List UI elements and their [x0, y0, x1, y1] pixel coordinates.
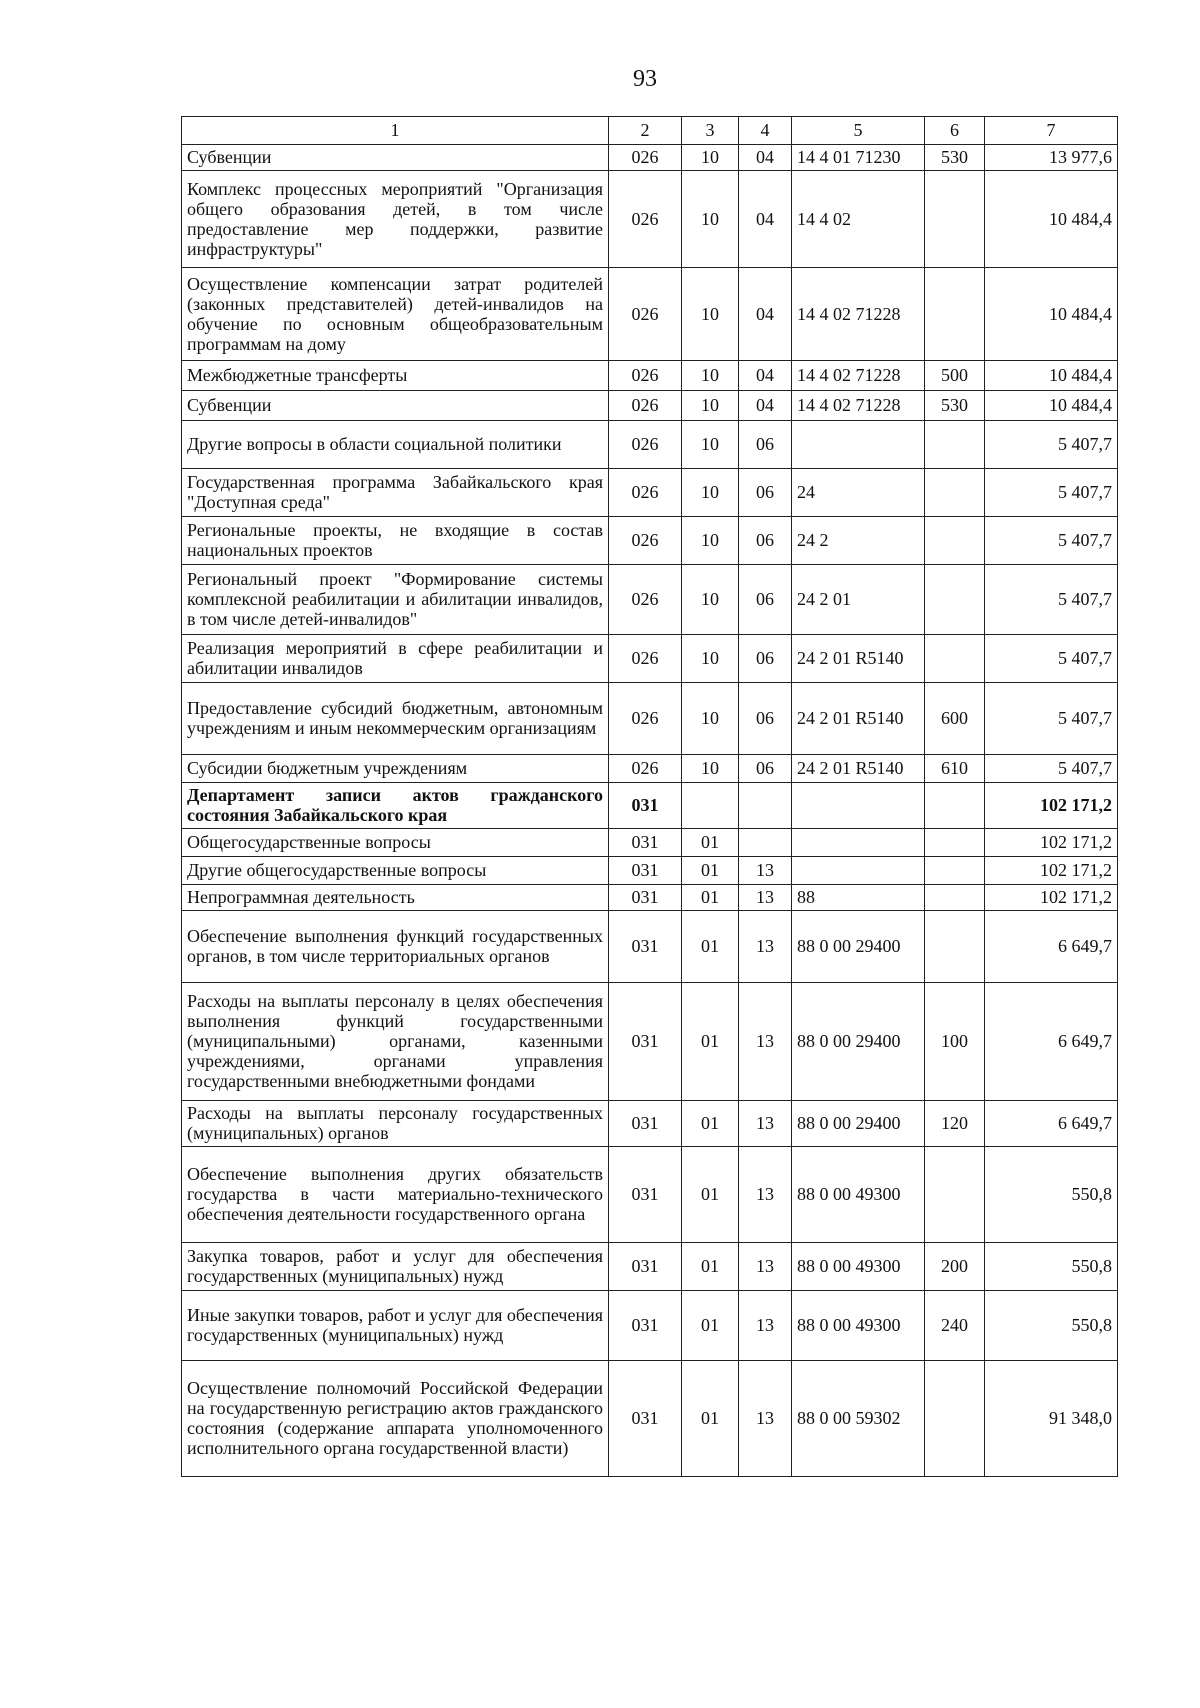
amount-cell: 91 348,0 — [985, 1361, 1118, 1477]
subsection-code-cell — [739, 829, 792, 857]
section-code-cell: 01 — [682, 857, 739, 885]
ministry-code-cell: 026 — [609, 145, 682, 171]
expense-name-cell: Комплекс процессных мероприятий "Организация общего образования детей, в том числе предоставление мер поддержки, развитие инфраструктуры" — [182, 171, 609, 268]
table-row — [182, 517, 1118, 565]
target-article-cell: 24 2 — [792, 517, 925, 565]
expense-type-cell: 120 — [925, 1101, 985, 1147]
header-cell-1: 1 — [182, 117, 609, 145]
expense-type-cell — [925, 171, 985, 268]
table-row — [182, 755, 1118, 783]
subsection-code-cell: 13 — [739, 1291, 792, 1361]
expense-name-cell: Непрограммная деятельность — [182, 885, 609, 911]
ministry-code-cell: 026 — [609, 391, 682, 421]
target-article-cell: 88 0 00 49300 — [792, 1147, 925, 1243]
section-code-cell: 01 — [682, 983, 739, 1101]
amount-cell: 10 484,4 — [985, 171, 1118, 268]
section-code-cell: 10 — [682, 171, 739, 268]
amount-cell: 550,8 — [985, 1147, 1118, 1243]
subsection-code-cell — [739, 783, 792, 829]
expense-type-cell — [925, 911, 985, 983]
expense-type-cell — [925, 635, 985, 683]
section-code-cell: 01 — [682, 829, 739, 857]
target-article-cell: 88 0 00 49300 — [792, 1291, 925, 1361]
section-code-cell: 10 — [682, 635, 739, 683]
expense-name-cell: Иные закупки товаров, работ и услуг для обеспечения государственных (муниципальных) нужд — [182, 1291, 609, 1361]
expense-name-cell: Государственная программа Забайкальского края "Доступная среда" — [182, 469, 609, 517]
header-cell-4: 4 — [739, 117, 792, 145]
amount-cell: 102 171,2 — [985, 857, 1118, 885]
section-code-cell: 10 — [682, 391, 739, 421]
expense-type-cell: 100 — [925, 983, 985, 1101]
table-row — [182, 171, 1118, 268]
amount-cell: 102 171,2 — [985, 829, 1118, 857]
target-article-cell: 24 2 01 R5140 — [792, 635, 925, 683]
target-article-cell: 24 2 01 R5140 — [792, 755, 925, 783]
table-row — [182, 421, 1118, 469]
ministry-code-cell: 026 — [609, 171, 682, 268]
ministry-code-cell: 031 — [609, 1147, 682, 1243]
target-article-cell: 88 0 00 29400 — [792, 911, 925, 983]
expense-name-cell: Закупка товаров, работ и услуг для обеспечения государственных (муниципальных) нужд — [182, 1243, 609, 1291]
expense-type-cell — [925, 469, 985, 517]
target-article-cell: 14 4 02 71228 — [792, 391, 925, 421]
amount-cell: 5 407,7 — [985, 635, 1118, 683]
expense-name-cell: Региональный проект "Формирование системы комплексной реабилитации и абилитации инвалидов, в том числе детей-инвалидов" — [182, 565, 609, 635]
expense-name-cell: Субвенции — [182, 145, 609, 171]
header-cell-7: 7 — [985, 117, 1118, 145]
section-code-cell: 10 — [682, 683, 739, 755]
ministry-code-cell: 031 — [609, 911, 682, 983]
ministry-code-cell: 026 — [609, 683, 682, 755]
expense-type-cell — [925, 783, 985, 829]
header-cell-5: 5 — [792, 117, 925, 145]
target-article-cell: 88 0 00 49300 — [792, 1243, 925, 1291]
expense-name-cell: Расходы на выплаты персоналу государственных (муниципальных) органов — [182, 1101, 609, 1147]
budget-table — [181, 116, 1118, 1477]
subsection-code-cell: 06 — [739, 517, 792, 565]
amount-cell: 5 407,7 — [985, 517, 1118, 565]
subsection-code-cell: 06 — [739, 565, 792, 635]
target-article-cell: 24 — [792, 469, 925, 517]
amount-cell: 13 977,6 — [985, 145, 1118, 171]
target-article-cell: 14 4 02 — [792, 171, 925, 268]
subsection-code-cell: 13 — [739, 1361, 792, 1477]
amount-cell: 5 407,7 — [985, 755, 1118, 783]
table-row — [182, 911, 1118, 983]
amount-cell: 10 484,4 — [985, 391, 1118, 421]
subsection-code-cell: 06 — [739, 755, 792, 783]
subsection-code-cell: 06 — [739, 421, 792, 469]
table-row — [182, 145, 1118, 171]
table-row — [182, 783, 1118, 829]
subsection-code-cell: 06 — [739, 469, 792, 517]
ministry-code-cell: 031 — [609, 1243, 682, 1291]
ministry-code-cell: 031 — [609, 857, 682, 885]
table-row — [182, 857, 1118, 885]
ministry-code-cell: 026 — [609, 755, 682, 783]
section-code-cell: 01 — [682, 1291, 739, 1361]
table-row — [182, 829, 1118, 857]
ministry-code-cell: 026 — [609, 635, 682, 683]
expense-name-cell: Другие общегосударственные вопросы — [182, 857, 609, 885]
expense-name-cell: Региональные проекты, не входящие в состав национальных проектов — [182, 517, 609, 565]
section-code-cell: 01 — [682, 1147, 739, 1243]
subsection-code-cell: 13 — [739, 1243, 792, 1291]
table-row — [182, 268, 1118, 361]
amount-cell: 6 649,7 — [985, 1101, 1118, 1147]
section-code-cell: 01 — [682, 885, 739, 911]
header-cell-2: 2 — [609, 117, 682, 145]
target-article-cell — [792, 421, 925, 469]
target-article-cell: 88 0 00 29400 — [792, 983, 925, 1101]
target-article-cell: 24 2 01 — [792, 565, 925, 635]
expense-type-cell — [925, 1147, 985, 1243]
amount-cell: 5 407,7 — [985, 469, 1118, 517]
section-code-cell: 10 — [682, 755, 739, 783]
amount-cell: 102 171,2 — [985, 783, 1118, 829]
table-row — [182, 565, 1118, 635]
expense-type-cell — [925, 268, 985, 361]
target-article-cell — [792, 857, 925, 885]
budget-table-body — [182, 117, 1118, 1477]
expense-name-cell: Департамент записи актов гражданского состояния Забайкальского края — [182, 783, 609, 829]
expense-type-cell — [925, 565, 985, 635]
table-row — [182, 469, 1118, 517]
amount-cell: 550,8 — [985, 1291, 1118, 1361]
ministry-code-cell: 031 — [609, 1361, 682, 1477]
expense-type-cell: 610 — [925, 755, 985, 783]
table-row — [182, 683, 1118, 755]
amount-cell: 5 407,7 — [985, 683, 1118, 755]
expense-name-cell: Расходы на выплаты персоналу в целях обеспечения выполнения функций государственными (муниципальными) органами, казенными учреждениями, органами управления государственными внебюджетными фондами — [182, 983, 609, 1101]
expense-name-cell: Межбюджетные трансферты — [182, 361, 609, 391]
expense-type-cell — [925, 829, 985, 857]
target-article-cell: 14 4 02 71228 — [792, 361, 925, 391]
expense-type-cell — [925, 517, 985, 565]
amount-cell: 5 407,7 — [985, 421, 1118, 469]
expense-name-cell: Осуществление полномочий Российской Федерации на государственную регистрацию актов гражданского состояния (содержание аппарата уполномоченного исполнительного органа государственной власти) — [182, 1361, 609, 1477]
header-row — [182, 117, 1118, 145]
subsection-code-cell: 13 — [739, 1101, 792, 1147]
ministry-code-cell: 026 — [609, 421, 682, 469]
ministry-code-cell: 026 — [609, 361, 682, 391]
subsection-code-cell: 04 — [739, 268, 792, 361]
subsection-code-cell: 04 — [739, 391, 792, 421]
page-number: 93 — [633, 66, 657, 92]
expense-name-cell: Обеспечение выполнения функций государственных органов, в том числе территориальных органов — [182, 911, 609, 983]
section-code-cell: 10 — [682, 565, 739, 635]
expense-name-cell: Реализация мероприятий в сфере реабилитации и абилитации инвалидов — [182, 635, 609, 683]
subsection-code-cell: 13 — [739, 1147, 792, 1243]
subsection-code-cell: 06 — [739, 683, 792, 755]
target-article-cell: 14 4 01 71230 — [792, 145, 925, 171]
section-code-cell: 10 — [682, 421, 739, 469]
amount-cell: 10 484,4 — [985, 361, 1118, 391]
expense-type-cell — [925, 857, 985, 885]
table-row — [182, 391, 1118, 421]
expense-name-cell: Субвенции — [182, 391, 609, 421]
expense-type-cell — [925, 421, 985, 469]
expense-type-cell: 500 — [925, 361, 985, 391]
expense-name-cell: Обеспечение выполнения других обязательств государства в части материально-технического обеспечения деятельности государственного органа — [182, 1147, 609, 1243]
section-code-cell: 10 — [682, 145, 739, 171]
subsection-code-cell: 13 — [739, 857, 792, 885]
subsection-code-cell: 13 — [739, 911, 792, 983]
amount-cell: 10 484,4 — [985, 268, 1118, 361]
expense-name-cell: Субсидии бюджетным учреждениям — [182, 755, 609, 783]
ministry-code-cell: 031 — [609, 1101, 682, 1147]
section-code-cell: 10 — [682, 469, 739, 517]
ministry-code-cell: 031 — [609, 885, 682, 911]
table-row — [182, 361, 1118, 391]
subsection-code-cell: 13 — [739, 885, 792, 911]
section-code-cell: 01 — [682, 1361, 739, 1477]
target-article-cell — [792, 783, 925, 829]
header-cell-6: 6 — [925, 117, 985, 145]
target-article-cell — [792, 829, 925, 857]
table-row — [182, 1361, 1118, 1477]
subsection-code-cell: 06 — [739, 635, 792, 683]
section-code-cell: 10 — [682, 361, 739, 391]
expense-name-cell: Общегосударственные вопросы — [182, 829, 609, 857]
subsection-code-cell: 13 — [739, 983, 792, 1101]
ministry-code-cell: 026 — [609, 268, 682, 361]
expense-type-cell — [925, 1361, 985, 1477]
section-code-cell: 01 — [682, 911, 739, 983]
ministry-code-cell: 026 — [609, 517, 682, 565]
expense-type-cell: 530 — [925, 145, 985, 171]
amount-cell: 6 649,7 — [985, 911, 1118, 983]
section-code-cell: 10 — [682, 268, 739, 361]
expense-name-cell: Предоставление субсидий бюджетным, автономным учреждениям и иным некоммерческим организациям — [182, 683, 609, 755]
subsection-code-cell: 04 — [739, 145, 792, 171]
expense-type-cell: 530 — [925, 391, 985, 421]
ministry-code-cell: 031 — [609, 983, 682, 1101]
expense-type-cell: 200 — [925, 1243, 985, 1291]
amount-cell: 550,8 — [985, 1243, 1118, 1291]
table-row — [182, 1101, 1118, 1147]
table-row — [182, 1243, 1118, 1291]
amount-cell: 5 407,7 — [985, 565, 1118, 635]
ministry-code-cell: 026 — [609, 469, 682, 517]
ministry-code-cell: 031 — [609, 829, 682, 857]
target-article-cell: 88 0 00 59302 — [792, 1361, 925, 1477]
expense-type-cell: 600 — [925, 683, 985, 755]
table-row — [182, 635, 1118, 683]
amount-cell: 6 649,7 — [985, 983, 1118, 1101]
amount-cell: 102 171,2 — [985, 885, 1118, 911]
table-row — [182, 983, 1118, 1101]
target-article-cell: 88 0 00 29400 — [792, 1101, 925, 1147]
target-article-cell: 24 2 01 R5140 — [792, 683, 925, 755]
expense-name-cell: Другие вопросы в области социальной политики — [182, 421, 609, 469]
target-article-cell: 88 — [792, 885, 925, 911]
subsection-code-cell: 04 — [739, 361, 792, 391]
ministry-code-cell: 031 — [609, 783, 682, 829]
target-article-cell: 14 4 02 71228 — [792, 268, 925, 361]
expense-name-cell: Осуществление компенсации затрат родителей (законных представителей) детей-инвалидов на обучение по основным общеобразовательным программам на дому — [182, 268, 609, 361]
section-code-cell: 01 — [682, 1101, 739, 1147]
subsection-code-cell: 04 — [739, 171, 792, 268]
section-code-cell: 10 — [682, 517, 739, 565]
section-code-cell: 01 — [682, 1243, 739, 1291]
ministry-code-cell: 031 — [609, 1291, 682, 1361]
expense-type-cell: 240 — [925, 1291, 985, 1361]
section-code-cell — [682, 783, 739, 829]
table-row — [182, 1291, 1118, 1361]
header-cell-3: 3 — [682, 117, 739, 145]
table-row — [182, 1147, 1118, 1243]
ministry-code-cell: 026 — [609, 565, 682, 635]
expense-type-cell — [925, 885, 985, 911]
table-row — [182, 885, 1118, 911]
